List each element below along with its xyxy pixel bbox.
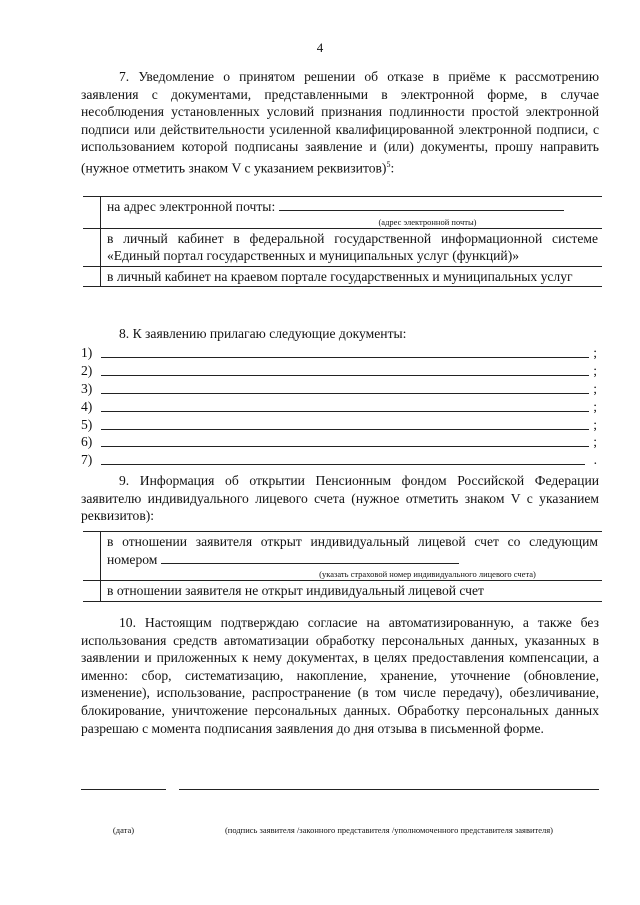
document-number: 5) (81, 416, 93, 432)
signature-caption: (подпись заявителя /законного представителя /уполномоченного представителя заявителя) (224, 825, 554, 835)
document-end: ; (593, 416, 597, 432)
footnote-ref: 5 (386, 159, 391, 169)
option-account-not-opened-checkbox[interactable] (83, 581, 101, 601)
section-7-body: 7. Уведомление о принятом решении об отказе в приёме к рассмотрению заявления с документами, представленными в электронной форме, в случае несоблюдения установленных условий признания подлинности простой электронной подписи или действительности усиленной квалифицированной электронной подписи, с использованием которой подписаны заявление и (или) документы, прошу направить (нужное отметить знаком V с указанием реквизитов) (81, 69, 599, 176)
document-line-2[interactable] (81, 362, 599, 380)
date-field[interactable] (81, 789, 166, 790)
option-account-opened[interactable] (83, 532, 602, 580)
option-federal-portal[interactable] (83, 228, 602, 266)
document-end: ; (593, 362, 597, 378)
document-field[interactable] (101, 375, 589, 376)
document-number: 4) (81, 398, 93, 414)
document-field[interactable] (101, 446, 589, 447)
document-field[interactable] (101, 357, 589, 358)
option-account-opened-checkbox[interactable] (83, 532, 101, 580)
document-number: 1) (81, 345, 93, 360)
document-number: 3) (81, 380, 93, 396)
option-regional-portal[interactable] (83, 266, 602, 287)
document-field[interactable] (101, 393, 589, 394)
document-line-5[interactable] (81, 416, 599, 434)
snils-caption: (указать страховой номер индивидуального лицевого счета) (319, 569, 536, 579)
section-7-text (81, 68, 599, 177)
option-regional-portal-label: в личный кабинет на краевом портале государственных и муниципальных услуг (107, 268, 573, 284)
signature-field[interactable] (179, 789, 599, 790)
document-end: ; (593, 398, 597, 414)
section-7-options-table (83, 196, 602, 287)
snils-field[interactable] (161, 551, 459, 564)
document-field[interactable] (101, 464, 585, 465)
document-line-6[interactable] (81, 433, 599, 451)
document-line-7[interactable] (81, 451, 599, 469)
option-email[interactable] (83, 197, 602, 228)
section-9-options-table (83, 531, 602, 602)
document-number: 6) (81, 434, 93, 450)
option-federal-portal-checkbox[interactable] (83, 229, 101, 266)
documents-list (81, 344, 599, 469)
option-federal-portal-label: в личный кабинет в федеральной государственной информационной системе «Единый портал государственных и муниципальных услуг (функций)» (107, 230, 598, 263)
option-account-not-opened-label: в отношении заявителя не открыт индивидуальный лицевой счет (107, 583, 484, 598)
section-9-text: 9. Информация об открытии Пенсионным фондом Российской Федерации заявителю индивидуального лицевого счета (нужное отметить знаком V с указанием реквизитов): (81, 473, 599, 524)
date-caption: (дата) (112, 825, 135, 835)
section-7-colon: : (390, 160, 395, 176)
document-end: ; (593, 434, 597, 450)
email-caption: (адрес электронной почты) (378, 216, 477, 227)
email-field[interactable] (279, 198, 564, 211)
option-account-opened-label: в отношении заявителя открыт индивидуальный лицевой счет со следующим номером (107, 534, 598, 567)
document-end: . (593, 452, 597, 468)
section-8-text: 8. К заявлению прилагаю следующие документы: (119, 326, 407, 341)
option-regional-portal-checkbox[interactable] (83, 267, 101, 287)
document-line-4[interactable] (81, 398, 599, 416)
document-number: 2) (81, 362, 93, 378)
option-email-label: на адрес электронной почты: (107, 199, 276, 214)
option-account-not-opened[interactable] (83, 580, 602, 601)
document-number: 7) (81, 452, 93, 468)
document-end: ; (593, 345, 597, 360)
document-field[interactable] (101, 429, 589, 430)
document-field[interactable] (101, 411, 589, 412)
section-10-text: 10. Настоящим подтверждаю согласие на автоматизированную, а также без использования средств автоматизации обработку персональных данных, указанных в заявлении и приложенных к нему документах, в целях предоставления компенсации, а именно: сбор, систематизацию, накопление, хранение, уточнение (обновление, изменение), использование, распространение (в том числе передачу), обезличивание, блокирование, уничтожение персональных данных. Обработку персональных данных разрешаю с момента подписания заявления до дня отзыва в письменной форме. (81, 615, 599, 736)
document-end: ; (593, 380, 597, 396)
option-email-checkbox[interactable] (83, 197, 101, 228)
document-line-3[interactable] (81, 380, 599, 398)
page-number: 4 (316, 40, 324, 55)
document-line-1[interactable] (81, 344, 599, 362)
